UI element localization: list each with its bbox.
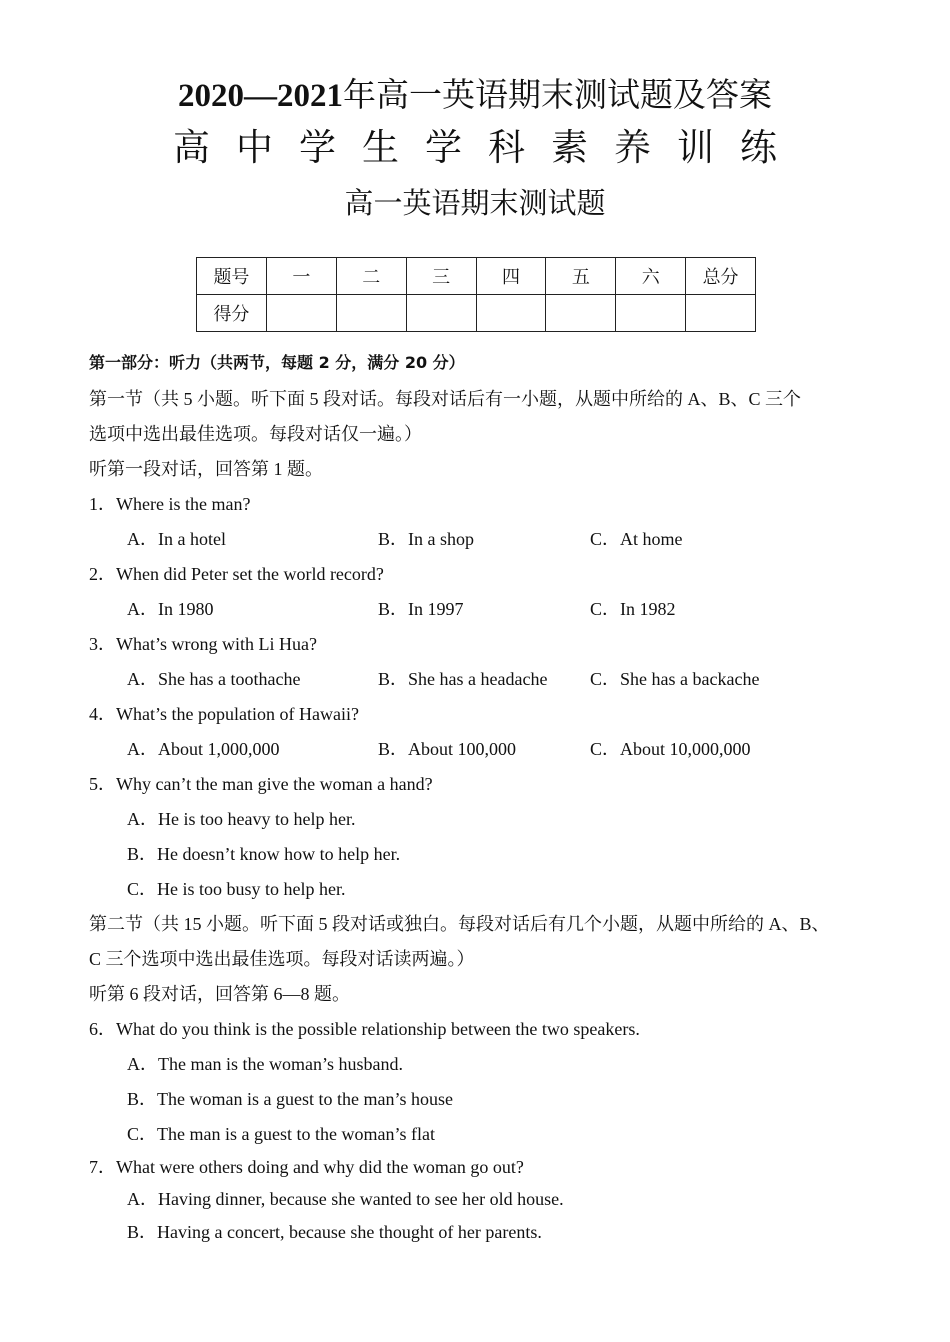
table-cell: 五 <box>546 258 616 295</box>
question-4-option-b: B．About 100,000 <box>378 739 517 759</box>
main-title <box>0 74 950 118</box>
score-cell[interactable] <box>686 295 756 332</box>
title-year: 2020—2021 <box>178 78 343 114</box>
table-cell: 总分 <box>686 258 756 295</box>
section2-instruction-2: C 三个选项中选出最佳选项。每段对话读两遍。） <box>89 949 475 969</box>
question-4-option-c: C．About 10,000,000 <box>590 739 751 759</box>
question-2-option-c: C．In 1982 <box>590 599 676 619</box>
score-cell[interactable] <box>476 295 546 332</box>
table-cell: 题号 <box>197 258 267 295</box>
question-6-option-b: B．The woman is a guest to the man’s house <box>127 1089 453 1109</box>
section1-instruction-1: 第一节（共 5 小题。听下面 5 段对话。每段对话后有一小题，从题中所给的 A、B、C 三个 <box>89 389 802 409</box>
table-cell: 一 <box>266 258 336 295</box>
question-6-option-a: A．The man is the woman’s husband. <box>127 1054 403 1074</box>
part1-heading: 第一部分：听力（共两节，每题 2 分，满分 20 分） <box>89 353 465 372</box>
question-3-option-b: B．She has a headache <box>378 669 548 689</box>
score-cell[interactable] <box>546 295 616 332</box>
section2-instruction-1: 第二节（共 15 小题。听下面 5 段对话或独白。每段对话后有几个小题，从题中所给的 A、B、 <box>89 914 830 934</box>
score-cell[interactable] <box>406 295 476 332</box>
question-2-option-a: A．In 1980 <box>127 599 214 619</box>
question-1-option-c: C．At home <box>590 529 683 549</box>
question-4-option-a: A．About 1,000,000 <box>127 739 280 759</box>
question-6-stem: 6．What do you think is the possible relationship between the two speakers. <box>89 1019 640 1039</box>
score-cell[interactable] <box>266 295 336 332</box>
question-3-option-c: C．She has a backache <box>590 669 760 689</box>
question-7-option-b: B．Having a concert, because she thought of her parents. <box>127 1222 542 1242</box>
section1-instruction-2: 选项中选出最佳选项。每段对话仅一遍。） <box>89 424 422 444</box>
subtitle: 高中学生学科素养训练 <box>173 128 803 169</box>
table-cell: 四 <box>476 258 546 295</box>
question-7-option-a: A．Having dinner, because she wanted to see her old house. <box>127 1189 564 1209</box>
question-6-option-c: C．The man is a guest to the woman’s flat <box>127 1124 435 1144</box>
score-cell[interactable] <box>616 295 686 332</box>
question-7-stem: 7．What were others doing and why did the woman go out? <box>89 1157 524 1177</box>
question-2-stem: 2．When did Peter set the world record? <box>89 564 384 584</box>
score-table-score-row <box>197 295 756 332</box>
table-cell: 得分 <box>197 295 267 332</box>
question-1-option-a: A．In a hotel <box>127 529 226 549</box>
question-4-stem: 4．What’s the population of Hawaii? <box>89 704 359 724</box>
question-5-stem: 5．Why can’t the man give the woman a hand? <box>89 774 433 794</box>
question-5-option-a: A．He is too heavy to help her. <box>127 809 356 829</box>
dialog1-intro: 听第一段对话，回答第 1 题。 <box>89 459 323 479</box>
dialog6-intro: 听第 6 段对话，回答第 6—8 题。 <box>89 984 350 1004</box>
table-cell: 三 <box>406 258 476 295</box>
question-1-option-b: B．In a shop <box>378 529 474 549</box>
question-1-stem: 1．Where is the man? <box>89 494 251 514</box>
exam-title: 高一英语期末测试题 <box>344 188 606 220</box>
question-5-option-c: C．He is too busy to help her. <box>127 879 346 899</box>
title-text: 年高一英语期末测试题及答案 <box>343 78 772 114</box>
question-5-option-b: B．He doesn’t know how to help her. <box>127 844 401 864</box>
score-cell[interactable] <box>336 295 406 332</box>
score-table <box>196 257 756 332</box>
table-cell: 二 <box>336 258 406 295</box>
question-2-option-b: B．In 1997 <box>378 599 464 619</box>
question-3-stem: 3．What’s wrong with Li Hua? <box>89 634 317 654</box>
score-table-header-row <box>197 258 756 295</box>
question-3-option-a: A．She has a toothache <box>127 669 301 689</box>
table-cell: 六 <box>616 258 686 295</box>
